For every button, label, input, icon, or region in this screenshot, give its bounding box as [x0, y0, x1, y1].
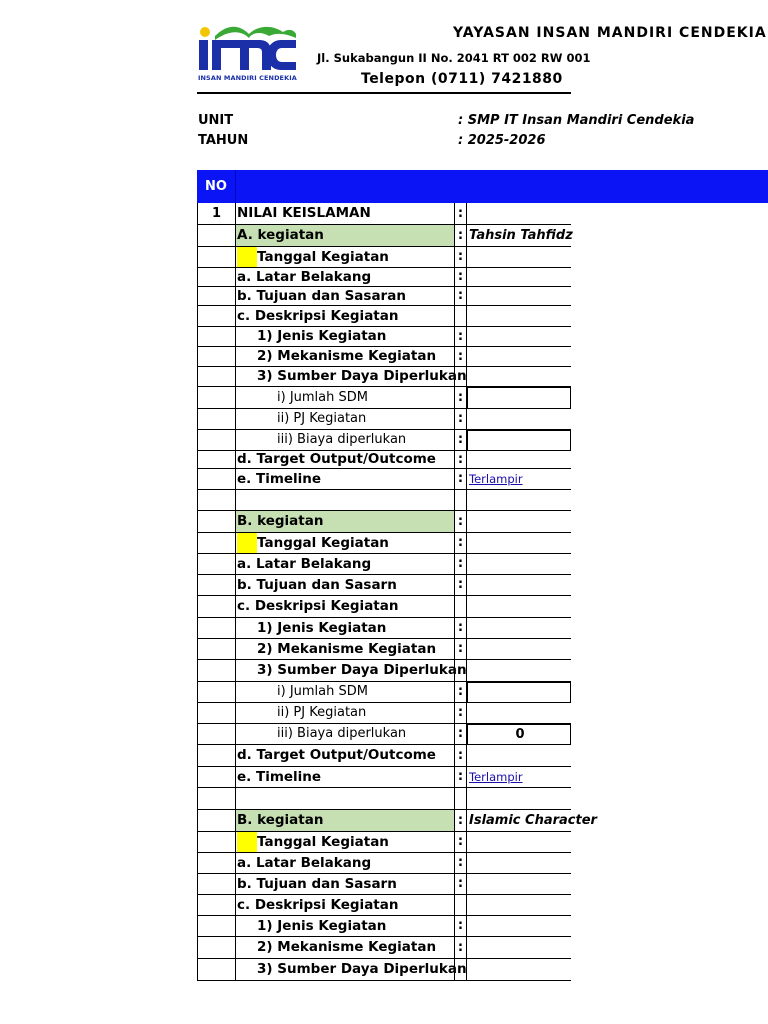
row-value [467, 682, 571, 702]
table-header [197, 170, 768, 203]
table-row [197, 618, 571, 639]
row-label-text: iii) Biaya diperlukan [277, 432, 407, 447]
row-label-text: 2) Mekanisme Kegiatan [257, 348, 437, 364]
row-label [236, 327, 454, 346]
row-value [467, 327, 571, 346]
row-colon: : [454, 916, 467, 936]
row-colon: : [454, 347, 467, 366]
table-row [197, 959, 571, 981]
row-label [236, 916, 454, 936]
row-colon [454, 306, 467, 326]
row-value [467, 247, 571, 267]
row-value: 0 [467, 724, 571, 744]
row-label-text: 2) Mekanisme Kegiatan [257, 939, 437, 955]
table-row [197, 639, 571, 660]
row-colon: : [454, 937, 467, 958]
row-colon: : [454, 268, 467, 286]
row-value [467, 618, 571, 638]
row-value [467, 533, 571, 553]
row-value[interactable] [467, 767, 571, 787]
row-value: Tahsin Tahfidz [469, 228, 573, 243]
row-label [236, 287, 454, 305]
row-label [236, 554, 454, 574]
row-number [197, 430, 236, 450]
row-colon: : [454, 874, 467, 894]
table-row [197, 511, 571, 533]
timeline-link[interactable]: Terlampir [469, 472, 523, 486]
row-colon [454, 959, 467, 980]
row-colon [454, 596, 467, 617]
row-label-text: iii) Biaya diperlukan [277, 726, 407, 741]
row-colon: : [454, 430, 467, 450]
row-number [197, 703, 236, 723]
table-row [197, 682, 571, 703]
row-number [197, 451, 236, 468]
row-colon: : [454, 724, 467, 744]
row-label [236, 533, 454, 553]
row-label-text: Tanggal Kegiatan [257, 535, 389, 551]
row-label-text: b. Tujuan dan Sasaran [237, 288, 406, 304]
row-value [467, 451, 571, 468]
row-label-text: 1) Jenis Kegiatan [257, 918, 387, 934]
table-row [197, 937, 571, 959]
row-number [197, 225, 236, 246]
row-colon: : [454, 225, 467, 246]
table-row [197, 347, 571, 367]
row-label-text: b. Tujuan dan Sasarn [237, 876, 397, 892]
table-row [197, 367, 571, 387]
row-value [467, 347, 571, 366]
table-row [197, 387, 571, 409]
row-value [467, 959, 571, 980]
row-value [467, 639, 571, 659]
table-row [197, 874, 571, 895]
row-label [236, 874, 454, 894]
table-row [197, 225, 571, 247]
row-label [236, 618, 454, 638]
row-number [197, 767, 236, 787]
row-value[interactable] [467, 469, 571, 489]
row-colon: : [454, 409, 467, 429]
row-colon: : [454, 451, 467, 468]
row-label-text: Tanggal Kegiatan [257, 249, 389, 265]
row-label [236, 853, 454, 873]
row-value [467, 832, 571, 852]
row-colon [454, 660, 467, 681]
unit-label: UNIT [198, 113, 234, 128]
year-label: TAHUN [198, 133, 249, 148]
row-colon: : [454, 703, 467, 723]
row-number [197, 596, 236, 617]
row-label [236, 490, 454, 510]
row-number [197, 874, 236, 894]
table-row [197, 287, 571, 306]
row-label-text: ii) PJ Kegiatan [277, 411, 367, 426]
row-colon: : [454, 639, 467, 659]
row-colon: : [454, 247, 467, 267]
row-colon: : [454, 203, 467, 224]
row-number [197, 575, 236, 595]
letterhead [197, 22, 767, 94]
table-row [197, 853, 571, 874]
row-number [197, 682, 236, 702]
row-label-text: 1) Jenis Kegiatan [257, 620, 387, 636]
header-rule [197, 92, 571, 94]
row-label [236, 268, 454, 286]
row-colon: : [454, 618, 467, 638]
row-label [236, 724, 454, 744]
table-row [197, 596, 571, 618]
table-row [197, 832, 571, 853]
row-colon: : [454, 511, 467, 532]
row-number [197, 268, 236, 286]
row-label [236, 810, 454, 831]
row-label [236, 409, 454, 429]
row-number [197, 533, 236, 553]
row-label-text: b. Tujuan dan Sasarn [237, 577, 397, 593]
row-label [236, 203, 454, 224]
row-label [236, 745, 454, 766]
table-row [197, 430, 571, 451]
table-row [197, 203, 571, 225]
row-label-text: A. kegiatan [237, 227, 324, 243]
row-number [197, 306, 236, 326]
row-colon [454, 788, 467, 809]
table-row [197, 409, 571, 430]
table-row [197, 767, 571, 788]
row-value [467, 660, 571, 681]
row-number [197, 247, 236, 267]
organization-phone: Telepon (0711) 7421880 [361, 71, 563, 87]
table-row [197, 533, 571, 554]
row-label-text: Tanggal Kegiatan [257, 834, 389, 850]
row-label [236, 387, 454, 408]
row-label-text: 2) Mekanisme Kegiatan [257, 641, 437, 657]
row-colon: : [454, 810, 467, 831]
row-value: Islamic Character [469, 813, 597, 828]
row-colon: : [454, 682, 467, 702]
row-value [467, 409, 571, 429]
table-row [197, 895, 571, 916]
row-label-text: B. kegiatan [237, 513, 324, 529]
row-colon: : [454, 745, 467, 766]
row-number [197, 832, 236, 852]
row-number [197, 810, 236, 831]
row-label-text: a. Latar Belakang [237, 855, 372, 871]
table-row [197, 724, 571, 745]
table-row [197, 810, 597, 832]
row-number [197, 745, 236, 766]
table-row [197, 745, 571, 767]
row-value [467, 937, 571, 958]
table-row [197, 554, 571, 575]
row-value [467, 306, 571, 326]
imc-logo [197, 22, 297, 84]
row-number [197, 554, 236, 574]
row-label [236, 575, 454, 595]
table-row [197, 268, 571, 287]
row-colon: : [454, 554, 467, 574]
row-number [197, 409, 236, 429]
row-number [197, 347, 236, 366]
row-label-text: a. Latar Belakang [237, 556, 372, 572]
row-colon [454, 367, 467, 386]
row-label [236, 660, 467, 681]
row-number [197, 469, 236, 489]
row-label [236, 959, 467, 980]
row-colon [454, 895, 467, 915]
row-label-text: i) Jumlah SDM [277, 684, 368, 699]
unit-value: : SMP IT Insan Mandiri Cendekia [458, 113, 695, 128]
row-label-text: ii) PJ Kegiatan [277, 705, 367, 720]
row-label-text: 3) Sumber Daya Diperlukan [257, 662, 467, 678]
row-label-text: 3) Sumber Daya Diperlukan [257, 961, 467, 977]
organization-name: YAYASAN INSAN MANDIRI CENDEKIA [453, 25, 767, 41]
row-number [197, 387, 236, 408]
row-value [467, 387, 571, 408]
date-marker [237, 832, 257, 852]
row-value [467, 916, 571, 936]
row-value [467, 367, 571, 386]
table-row [197, 490, 571, 511]
row-label [236, 511, 454, 532]
year-value: : 2025-2026 [458, 133, 546, 148]
row-label [236, 767, 454, 787]
row-number [197, 618, 236, 638]
row-value [467, 788, 571, 809]
row-label [236, 430, 454, 450]
row-label [236, 788, 454, 809]
row-label [236, 895, 454, 915]
row-label [236, 703, 454, 723]
row-number [197, 916, 236, 936]
row-colon [454, 490, 467, 510]
row-label [236, 682, 454, 702]
row-value [467, 596, 571, 617]
row-label [236, 367, 467, 386]
row-colon: : [454, 575, 467, 595]
table-row [197, 788, 571, 810]
row-colon: : [454, 533, 467, 553]
table-row [197, 660, 571, 682]
row-value [467, 703, 571, 723]
row-number [197, 937, 236, 958]
row-value [467, 554, 571, 574]
row-number [197, 853, 236, 873]
row-number [197, 367, 236, 386]
row-label-text: 1) Jenis Kegiatan [257, 328, 387, 344]
row-number: 1 [197, 203, 236, 224]
row-value [467, 203, 571, 224]
row-number [197, 959, 236, 980]
row-label-text: e. Timeline [237, 769, 322, 785]
row-number [197, 639, 236, 659]
timeline-link[interactable]: Terlampir [469, 770, 523, 784]
table-row [197, 916, 571, 937]
row-label [236, 225, 454, 246]
row-colon: : [454, 832, 467, 852]
row-label [236, 596, 454, 617]
row-colon: : [454, 287, 467, 305]
row-label [236, 639, 454, 659]
row-value [467, 430, 571, 450]
row-number [197, 327, 236, 346]
row-label-text: a. Latar Belakang [237, 269, 372, 285]
row-label-text: c. Deskripsi Kegiatan [237, 308, 399, 324]
row-label [236, 347, 454, 366]
row-value [467, 575, 571, 595]
row-label [236, 937, 454, 958]
date-marker [237, 247, 257, 267]
row-value [467, 745, 571, 766]
row-value [467, 853, 571, 873]
table-row [197, 703, 571, 724]
table-row [197, 575, 571, 596]
table-row [197, 327, 571, 347]
row-label-text: 3) Sumber Daya Diperlukan [257, 368, 467, 384]
row-colon: : [454, 327, 467, 346]
column-header-no: NO [197, 170, 236, 203]
row-label-text: NILAI KEISLAMAN [237, 205, 371, 221]
row-label-text: d. Target Output/Outcome [237, 747, 436, 763]
row-value [467, 490, 571, 510]
row-label [236, 247, 454, 267]
row-label-text: e. Timeline [237, 471, 322, 487]
row-number [197, 490, 236, 510]
row-colon: : [454, 853, 467, 873]
row-colon: : [454, 387, 467, 408]
row-label-text: i) Jumlah SDM [277, 390, 368, 405]
row-label [236, 306, 454, 326]
row-value [467, 287, 571, 305]
row-value [467, 511, 571, 532]
table-row [197, 247, 571, 268]
row-value [467, 874, 571, 894]
row-label-text: c. Deskripsi Kegiatan [237, 598, 399, 614]
row-number [197, 724, 236, 744]
row-value [467, 268, 571, 286]
row-label [236, 469, 454, 489]
row-value [467, 895, 571, 915]
row-colon: : [454, 469, 467, 489]
table-row [197, 469, 571, 490]
date-marker [237, 533, 257, 553]
row-number [197, 287, 236, 305]
imc-logo-icon [197, 22, 297, 74]
row-label-text: d. Target Output/Outcome [237, 451, 436, 467]
row-number [197, 511, 236, 532]
row-colon: : [454, 767, 467, 787]
logo-caption: INSAN MANDIRI CENDEKIA [198, 74, 297, 82]
table-row [197, 306, 571, 327]
table-row [197, 451, 571, 469]
row-label [236, 451, 454, 468]
row-label [236, 832, 454, 852]
row-label-text: c. Deskripsi Kegiatan [237, 897, 399, 913]
row-number [197, 895, 236, 915]
row-label-text: B. kegiatan [237, 812, 324, 828]
row-number [197, 660, 236, 681]
organization-address: Jl. Sukabangun II No. 2041 RT 002 RW 001 [317, 51, 591, 65]
row-number [197, 788, 236, 809]
